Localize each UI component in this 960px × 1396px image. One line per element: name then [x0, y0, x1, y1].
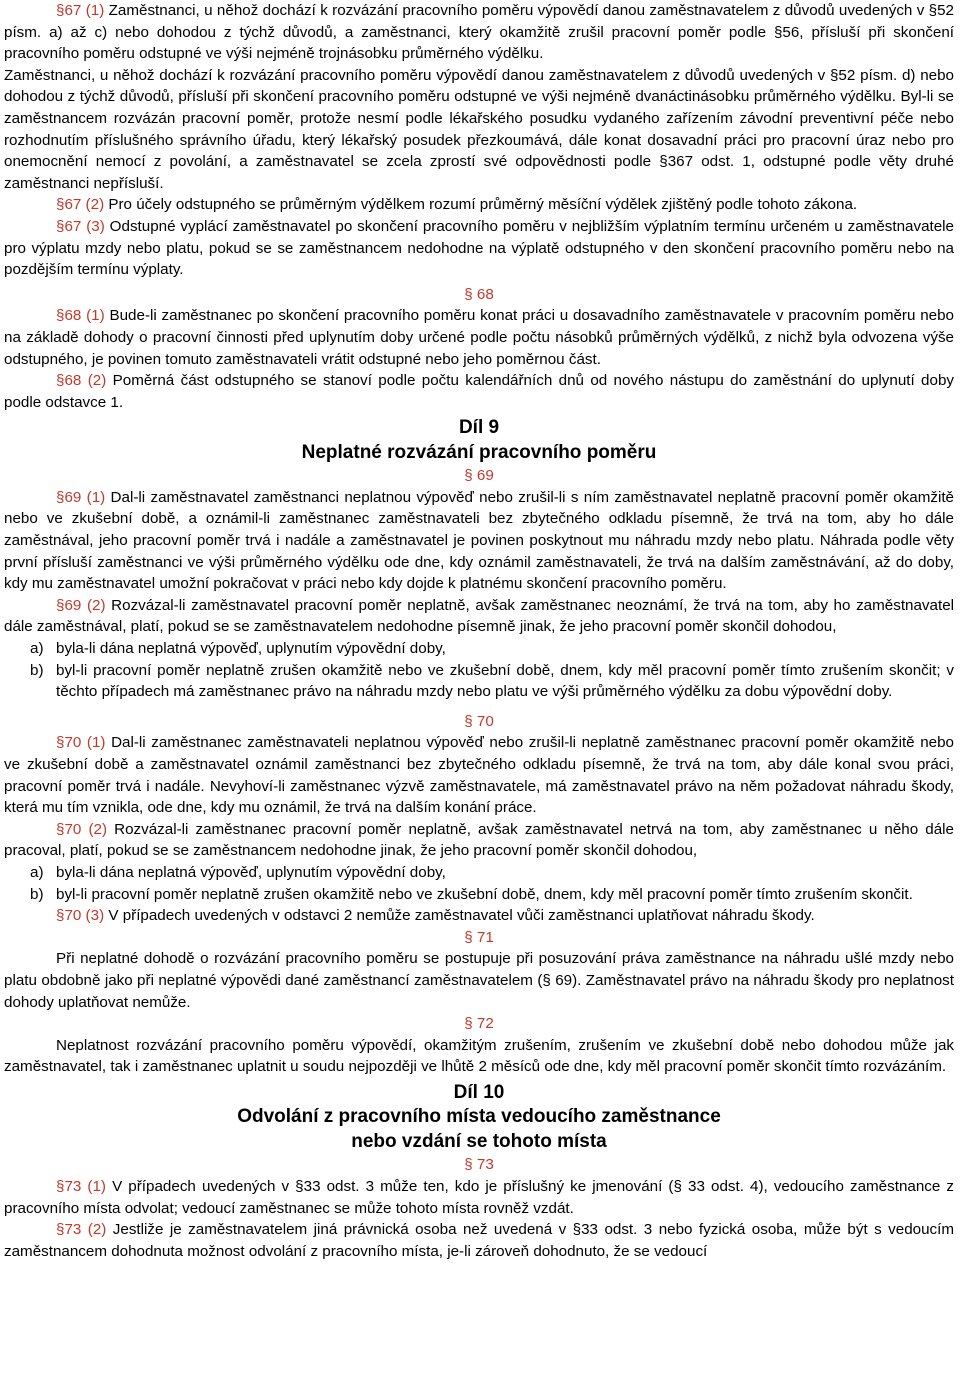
paragraph-70-1 [4, 732, 954, 818]
section-ref-73-2[interactable]: §73 (2) [56, 1221, 107, 1239]
paragraph-71: Při neplatné dohodě o rozvázání pracovního poměru se postupuje při posuzování práva zaměstnance na náhradu ušlé mzdy nebo platu obdobně jako při neplatné výpovědi dané zaměstnancí zaměstnavatelem (§ 69). Zaměstnavatel právo na náhradu škody pro neplatnost dohody uplatňovat nemůže. [4, 950, 954, 1011]
section-ref-73-1[interactable]: §73 (1) [56, 1178, 106, 1195]
section-ref-70-3[interactable]: §70 (3) [56, 907, 105, 925]
section-heading-71[interactable]: § 71 [464, 928, 494, 946]
part-10-subtitle-line-2: nebo vzdání se tohoto místa [351, 1130, 607, 1152]
paragraph-text: Zaměstnanci, u něhož dochází k rozvázání pracovního poměru výpovědí danou zaměstnavatelem z důvodů uvedených v §52 písm. a) až c) nebo dohodou z týchž důvodů, a zaměstnanci, který okamžitě zrušil pracovní poměr podle §56, přísluší při skončení pracovního poměru odstupné ve výši nejméně trojnásobku průměrného výdělku. [4, 2, 954, 63]
list-item-label: a) [30, 863, 44, 881]
paragraph-67-2 [4, 194, 954, 216]
paragraph-68-2 [4, 370, 954, 413]
paragraph-73-2 [4, 1219, 954, 1262]
paragraph-text: Odstupné vyplácí zaměstnavatel po skončení pracovního poměru v nejbližším výplatním termínu určeném u zaměstnavatele pro výplatu mzdy nebo platu, pokud se se zaměstnancem nedohodne na výplatě odstupného v den skončení pracovního poměru nebo na pozdějším termínu výplaty. [4, 217, 955, 279]
list-item-label: b) [30, 885, 44, 903]
list-item-text: byla-li dána neplatná výpověď, uplynutím výpovědní doby, [56, 863, 446, 881]
part-9-subtitle: Neplatné rozvázání pracovního poměru [301, 441, 657, 463]
paragraph-text: Poměrná část odstupného se stanoví podle počtu kalendářních dnů od nového nástupu do zaměstnání do uplynutí doby podle odstavce 1. [4, 372, 954, 411]
section-ref-70-2[interactable]: §70 (2) [56, 820, 108, 838]
list-item-label: a) [30, 640, 44, 658]
section-ref-68-1[interactable]: §68 (1) [56, 307, 105, 325]
section-heading-72[interactable]: § 72 [464, 1015, 494, 1033]
list-item-text: byl-li pracovní poměr neplatně zrušen okamžitě nebo ve zkušební době, dnem, kdy měl pracovní poměr tímto zrušením skončit. [56, 885, 913, 903]
section-heading-73[interactable]: § 73 [464, 1156, 494, 1174]
part-9-title: Díl 9 [458, 417, 500, 439]
list-item-70-b [4, 884, 954, 906]
section-heading-69[interactable]: § 69 [464, 467, 494, 485]
section-ref-67-1[interactable]: §67 (1) [56, 2, 105, 19]
list-item-69-a [4, 638, 954, 660]
paragraph-70-2 [4, 819, 954, 862]
section-heading-70[interactable]: § 70 [464, 712, 494, 730]
paragraph-text: V případech uvedených v odstavci 2 nemůže zaměstnavatel vůči zaměstnanci uplatňovat náhradu škody. [104, 907, 815, 925]
paragraph-text: V případech uvedených v §33 odst. 3 může ten, kdo je příslušný ke jmenování (§ 33 odst. 4), vedoucího zaměstnance z pracovního místa odvolat; vedoucí zaměstnanec se může tohoto místa rovněž vzdát. [4, 1178, 955, 1217]
paragraph-text: Bude-li zaměstnanec po skončení pracovního poměru konat práci u dosavadního zaměstnavatele v pracovním poměru nebo na základě dohody o pracovní činnosti před uplynutím doby určené podle počtu násobků průměrných výdělků, z nichž byla odvozena výše odstupného, je povinen tomuto zaměstnavateli vrátit odstupné nebo jeho poměrnou část. [4, 307, 954, 368]
paragraph-67-1-continuation: Zaměstnanci, u něhož dochází k rozvázání pracovního poměru výpovědí danou zaměstnavatelem z důvodů uvedených v §52 písm. d) nebo dohodou z týchž důvodů, přísluší při skončení pracovního poměru odstupné ve výši nejméně dvanáctinásobku průměrného výdělku. Byl-li se zaměstnancem rozvázán pracovní poměr, protože nesmí podle lékařského posudku vydaného zařízením závodní preventivní péče nebo rozhodnutím příslušného správního úřadu, který lékařský posudek přezkoumává, dále konat dosavadní práci pro pracovní úraz nebo pro onemocnění nemocí z povolání, a zaměstnavatel se zcela zprostí své odpovědnosti podle §367 odst. 1, odstupné podle věty druhé zaměstnanci nepřísluší. [4, 66, 954, 192]
list-item-text: byl-li pracovní poměr neplatně zrušen okamžitě nebo ve zkušební době, dnem, kdy měl pracovní poměr tímto zrušením skončit; v těchto případech má zaměstnanec právo na náhradu mzdy nebo platu ve výši průměrného výdělku za dobu výpovědní doby. [56, 661, 954, 701]
paragraph-67-3 [4, 216, 954, 281]
paragraph-text: Rozvázal-li zaměstnavatel pracovní poměr neplatně, avšak zaměstnanec neoznámí, že trvá na tom, aby ho zaměstnavatel dále zaměstnával, platí, pokud se se zaměstnavatelem nedohodne písemně jinak, že jeho pracovní poměr skončil dohodou, [4, 596, 955, 636]
paragraph-69-1 [4, 487, 954, 595]
paragraph-text: Dal-li zaměstnavatel zaměstnanci neplatnou výpověď nebo zrušil-li s ním zaměstnavatel neplatně pracovní poměr okamžitě nebo ve zkušební době, a oznámil-li zaměstnanec zaměstnavateli bez zbytečného odkladu písemně, že trvá na tom, aby ho dále zaměstnával, jeho pracovní poměr trvá i nadále a zaměstnavatel je povinen poskytnout mu náhradu mzdy nebo platu. Náhrada podle věty první přísluší zaměstnanci ve výši průměrného výdělku ode dne, kdy oznámil zaměstnavateli, že trvá na dalším zaměstnávání, až do doby, kdy mu zaměstnavatel umožní pokračovat v práci nebo kdy dojde k platnému skončení pracovního poměru. [4, 488, 954, 593]
paragraph-text: Rozvázal-li zaměstnanec pracovní poměr neplatně, avšak zaměstnavatel netrvá na tom, aby zaměstnanec u něho dále pracoval, platí, pokud se se zaměstnancem nedohodne jinak, že jeho pracovní poměr skončil dohodou, [4, 820, 954, 860]
paragraph-text: Jestliže je zaměstnavatelem jiná právnická osoba než uvedená v §33 odst. 3 nebo fyzická osoba, může být s vedoucím zaměstnancem dohodnuta možnost odvolání z pracovního místa, je-li zároveň dohodnuto, že se vedoucí [4, 1221, 955, 1260]
list-item-text: byla-li dána neplatná výpověď, uplynutím výpovědní doby, [56, 640, 446, 658]
section-heading-68[interactable]: § 68 [464, 285, 494, 303]
section-ref-68-2[interactable]: §68 (2) [56, 372, 107, 390]
part-10-title: Díl 10 [453, 1081, 505, 1103]
paragraph-text: Dal-li zaměstnanec zaměstnavateli neplatnou výpověď nebo zrušil-li neplatně zaměstnanec pracovní poměr okamžitě nebo ve zkušební době a zaměstnavatel oznámil zaměstnanci bez zbytečného odkladu písemně, že trvá na tom, aby dále konal svou práci, pracovní poměr trvá i nadále. Nevyhoví-li zaměstnanec výzvě zaměstnavatele, má zaměstnavatel právo na něm požadovat náhradu škody, která mu tím vznikla, ode dne, kdy mu oznámil, že trvá na dalším konání práce. [4, 734, 954, 817]
paragraph-70-3 [4, 905, 954, 927]
list-item-69-b [4, 660, 954, 703]
paragraph-68-1 [4, 305, 954, 370]
list-item-70-a [4, 862, 954, 884]
section-ref-70-1[interactable]: §70 (1) [56, 734, 106, 752]
section-ref-67-3[interactable]: §67 (3) [56, 217, 105, 235]
paragraph-73-1 [4, 1176, 954, 1219]
part-10-subtitle-line-1: Odvolání z pracovního místa vedoucího zaměstnance [237, 1106, 721, 1128]
paragraph-69-2 [4, 595, 954, 638]
paragraph-67-1 [4, 0, 954, 65]
section-ref-69-2[interactable]: §69 (2) [56, 596, 106, 614]
paragraph-text: Pro účely odstupného se průměrným výdělkem rozumí průměrný měsíční výdělek zjištěný podle tohoto zákona. [104, 196, 858, 214]
list-item-label: b) [30, 661, 44, 679]
section-ref-69-1[interactable]: §69 (1) [56, 488, 106, 506]
section-ref-67-2[interactable]: §67 (2) [56, 196, 105, 214]
paragraph-72: Neplatnost rozvázání pracovního poměru výpovědí, okamžitým zrušením, zrušením ve zkušební době nebo dohodou může jak zaměstnavatel, tak i zaměstnanec uplatnit u soudu nejpozději ve lhůtě 2 měsíců ode dne, kdy měl pracovní poměr skončit tímto rozvázáním. [4, 1036, 954, 1076]
